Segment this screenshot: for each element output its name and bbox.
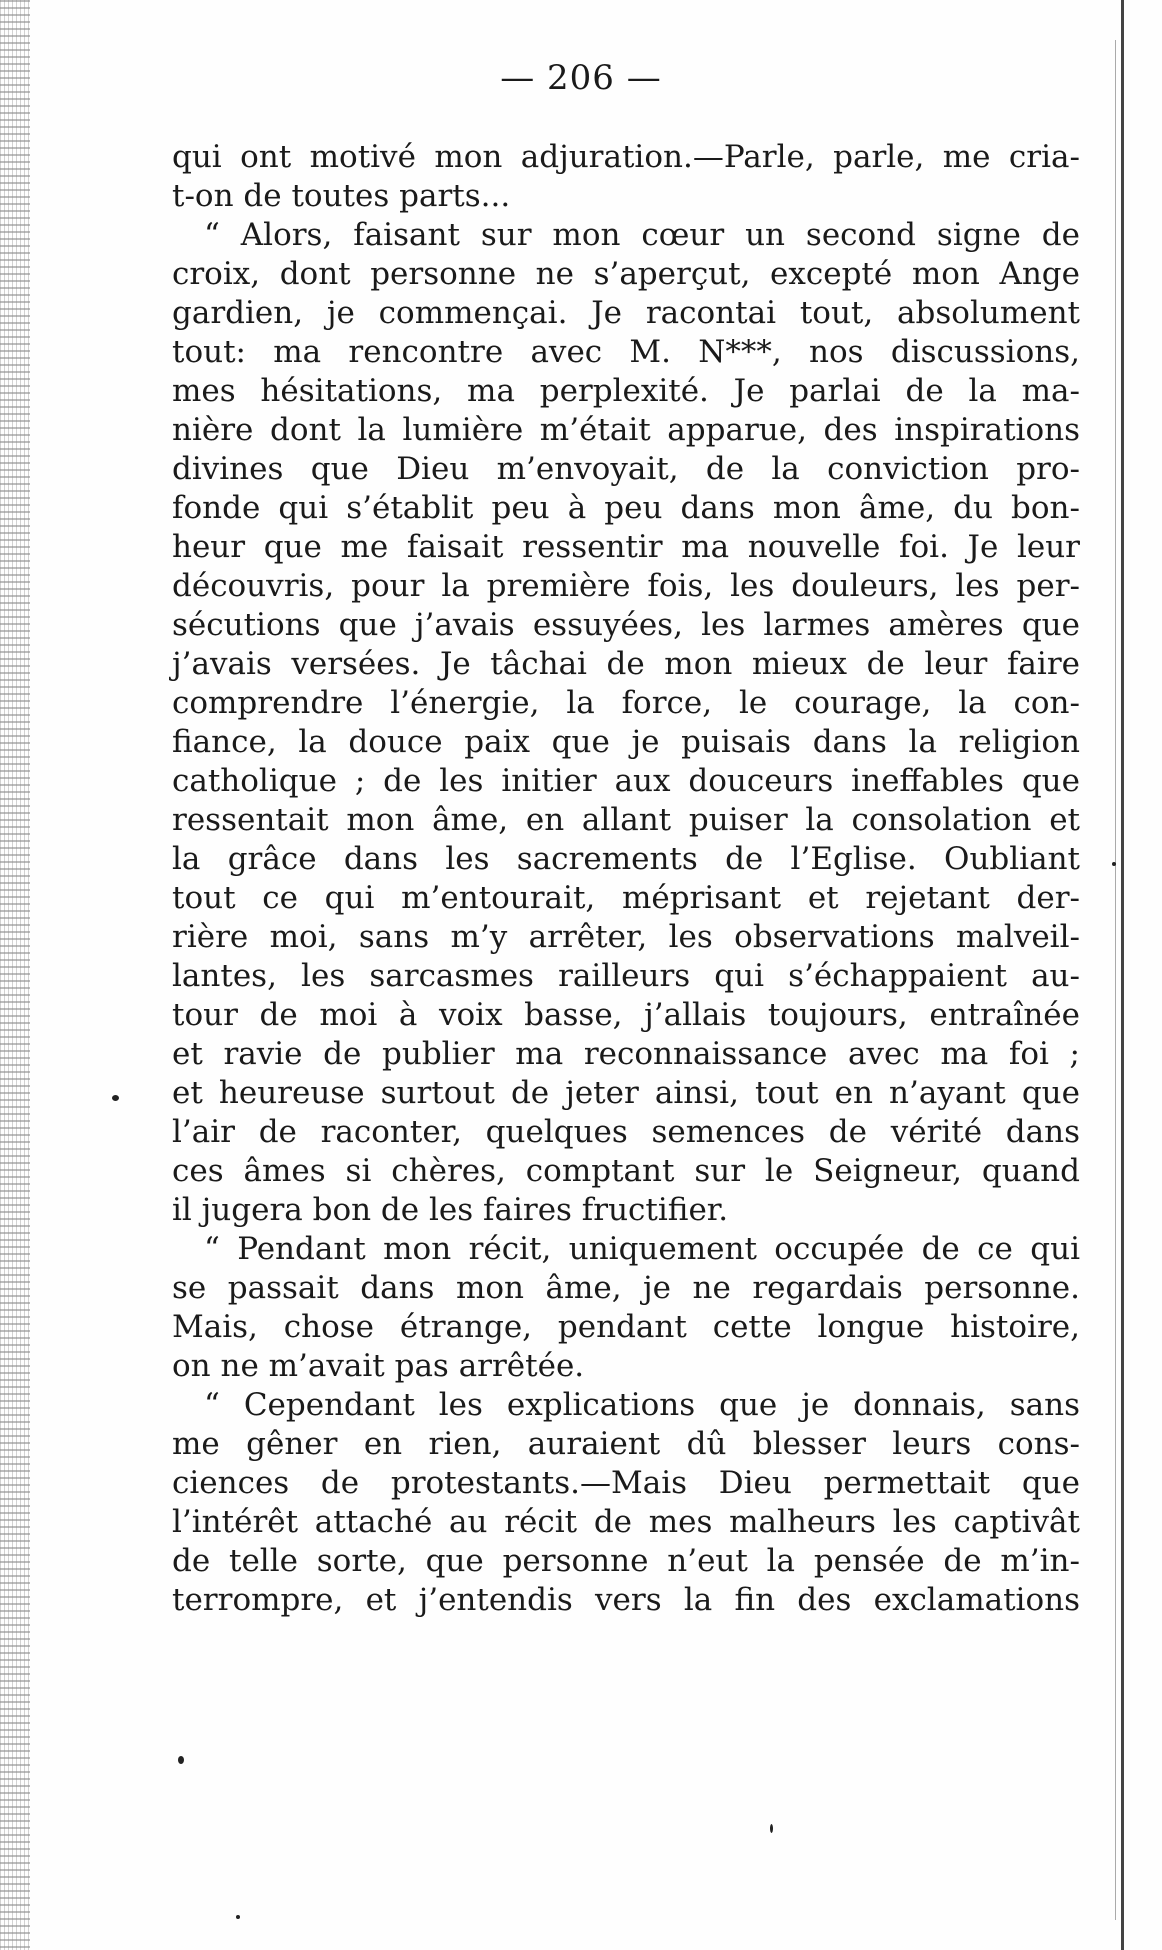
text-line: se passait dans mon âme, je ne regardais personne. <box>172 1270 1080 1306</box>
text-line: comprendre l’énergie, la force, le courage, la con- <box>172 685 1080 721</box>
text-line: et ravie de publier ma reconnaissance avec ma foi ; <box>172 1036 1080 1072</box>
text-line: tout: ma rencontre avec M. N***, nos discussions, <box>172 334 1080 370</box>
text-line: découvris, pour la première fois, les douleurs, les per- <box>172 568 1080 604</box>
text-line: fiance, la douce paix que je puisais dans la religion <box>172 724 1080 760</box>
ink-speck <box>178 1756 184 1764</box>
text-line: t-on de toutes parts... <box>172 178 511 214</box>
text-line: terrompre, et j’entendis vers la fin des exclamations <box>172 1582 1080 1618</box>
text-line: de telle sorte, que personne n’eut la pensée de m’in- <box>172 1543 1080 1579</box>
text-line: et heureuse surtout de jeter ainsi, tout en n’ayant que <box>172 1075 1080 1111</box>
text-line: nière dont la lumière m’était apparue, des inspirations <box>172 412 1080 448</box>
text-line: Mais, chose étrange, pendant cette longue histoire, <box>172 1309 1080 1345</box>
text-line: ciences de protestants.—Mais Dieu permettait que <box>172 1465 1080 1501</box>
text-line: “ Pendant mon récit, uniquement occupée de ce qui <box>204 1231 1080 1267</box>
text-line: qui ont motivé mon adjuration.—Parle, parle, me cria- <box>172 139 1080 175</box>
text-line: croix, dont personne ne s’aperçut, excepté mon Ange <box>172 256 1080 292</box>
text-line: l’air de raconter, quelques semences de vérité dans <box>172 1114 1080 1150</box>
text-line: “ Alors, faisant sur mon cœur un second signe de <box>204 217 1080 253</box>
ink-speck <box>770 1824 773 1833</box>
binding-edge-right <box>1121 0 1124 1950</box>
text-line: il jugera bon de les faires fructifier. <box>172 1192 729 1228</box>
text-line: me gêner en rien, auraient dû blesser leurs cons- <box>172 1426 1080 1462</box>
text-line: lantes, les sarcasmes railleurs qui s’échappaient au- <box>172 958 1080 994</box>
text-line: j’avais versées. Je tâchai de mon mieux de leur faire <box>172 646 1080 682</box>
text-line: l’intérêt attaché au récit de mes malheurs les captivât <box>172 1504 1080 1540</box>
ink-speck <box>112 1095 119 1101</box>
page-number: — 206 — <box>500 58 662 98</box>
text-line: “ Cependant les explications que je donnais, sans <box>204 1387 1080 1423</box>
text-line: catholique ; de les initier aux douceurs ineffables que <box>172 763 1080 799</box>
text-line: rière moi, sans m’y arrêter, les observations malveil- <box>172 919 1080 955</box>
ink-speck <box>1112 862 1116 866</box>
ink-speck <box>236 1915 240 1919</box>
binding-edge-right-shadow <box>1115 40 1116 1920</box>
text-line: tour de moi à voix basse, j’allais toujours, entraînée <box>172 997 1080 1033</box>
text-line: fonde qui s’établit peu à peu dans mon âme, du bon- <box>172 490 1080 526</box>
text-line: divines que Dieu m’envoyait, de la conviction pro- <box>172 451 1080 487</box>
text-line: on ne m’avait pas arrêtée. <box>172 1348 585 1384</box>
text-line: mes hésitations, ma perplexité. Je parlai de la ma- <box>172 373 1080 409</box>
text-line: ressentait mon âme, en allant puiser la consolation et <box>172 802 1080 838</box>
body-text <box>172 138 1080 1620</box>
text-line: sécutions que j’avais essuyées, les larmes amères que <box>172 607 1080 643</box>
text-line: ces âmes si chères, comptant sur le Seigneur, quand <box>172 1153 1080 1189</box>
binding-edge-left <box>0 0 30 1950</box>
text-line: la grâce dans les sacrements de l’Eglise. Oubliant <box>172 841 1080 877</box>
text-line: gardien, je commençai. Je racontai tout, absolument <box>172 295 1080 331</box>
text-line: heur que me faisait ressentir ma nouvelle foi. Je leur <box>172 529 1080 565</box>
text-line: tout ce qui m’entourait, méprisant et rejetant der- <box>172 880 1080 916</box>
